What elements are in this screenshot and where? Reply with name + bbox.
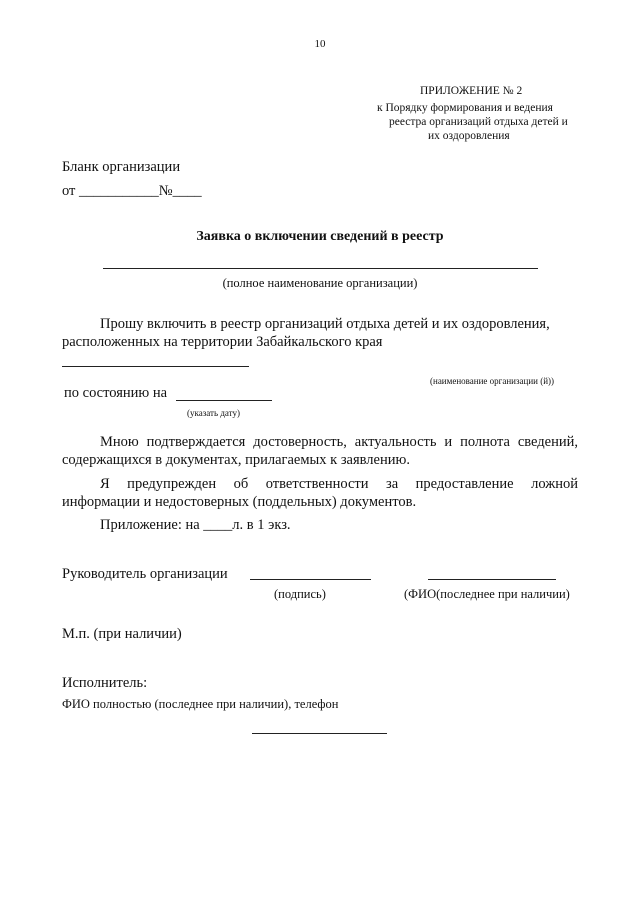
fio-caption: (ФИО(последнее при наличии) <box>404 587 570 601</box>
appendix-title: ПРИЛОЖЕНИЕ № 2 <box>420 85 523 97</box>
signature-caption: (подпись) <box>274 587 326 601</box>
org-name-caption: (полное наименование организации) <box>222 276 418 290</box>
warning-line-2: информации и недостоверных (поддельных) документов. <box>62 494 417 510</box>
attachment-line: Приложение: на ____л. в 1 экз. <box>100 517 291 533</box>
blank-label: Бланк организации <box>62 159 181 175</box>
org-name-short-line <box>62 366 249 367</box>
org-name-line <box>103 268 538 269</box>
fio-line <box>428 579 556 580</box>
executor-line <box>252 733 387 734</box>
document-title: Заявка о включении сведений в реестр <box>196 229 444 244</box>
confirm-line-2: содержащихся в документах, прилагаемых к заявлению. <box>62 452 410 468</box>
page-number: 10 <box>314 38 326 50</box>
executor-label: Исполнитель: <box>62 675 148 691</box>
as-of-label: по состоянию на <box>64 385 168 401</box>
request-line-2: расположенных на территории Забайкальского края <box>62 334 383 350</box>
executor-details: ФИО полностью (последнее при наличии), телефон <box>62 697 339 711</box>
appendix-line-3: их оздоровления <box>428 130 510 142</box>
org-name-hint: (наименование организации (й)) <box>430 376 555 386</box>
date-hint: (указать дату) <box>187 408 240 418</box>
date-number-field: от ___________№____ <box>62 183 202 199</box>
appendix-line-2: реестра организаций отдыха детей и <box>389 116 568 128</box>
appendix-line-1: к Порядку формирования и ведения <box>377 102 553 114</box>
warning-line-1: Я предупрежден об ответственности за предоставление ложной <box>100 476 578 492</box>
head-label: Руководитель организации <box>62 566 228 582</box>
as-of-date-line <box>176 400 272 401</box>
signature-line <box>250 579 371 580</box>
request-line-1: Прошу включить в реестр организаций отдыха детей и их оздоровления, <box>100 316 550 332</box>
confirm-line-1: Мною подтверждается достоверность, актуальность и полнота сведений, <box>100 434 578 450</box>
stamp-label: М.п. (при наличии) <box>62 626 182 642</box>
